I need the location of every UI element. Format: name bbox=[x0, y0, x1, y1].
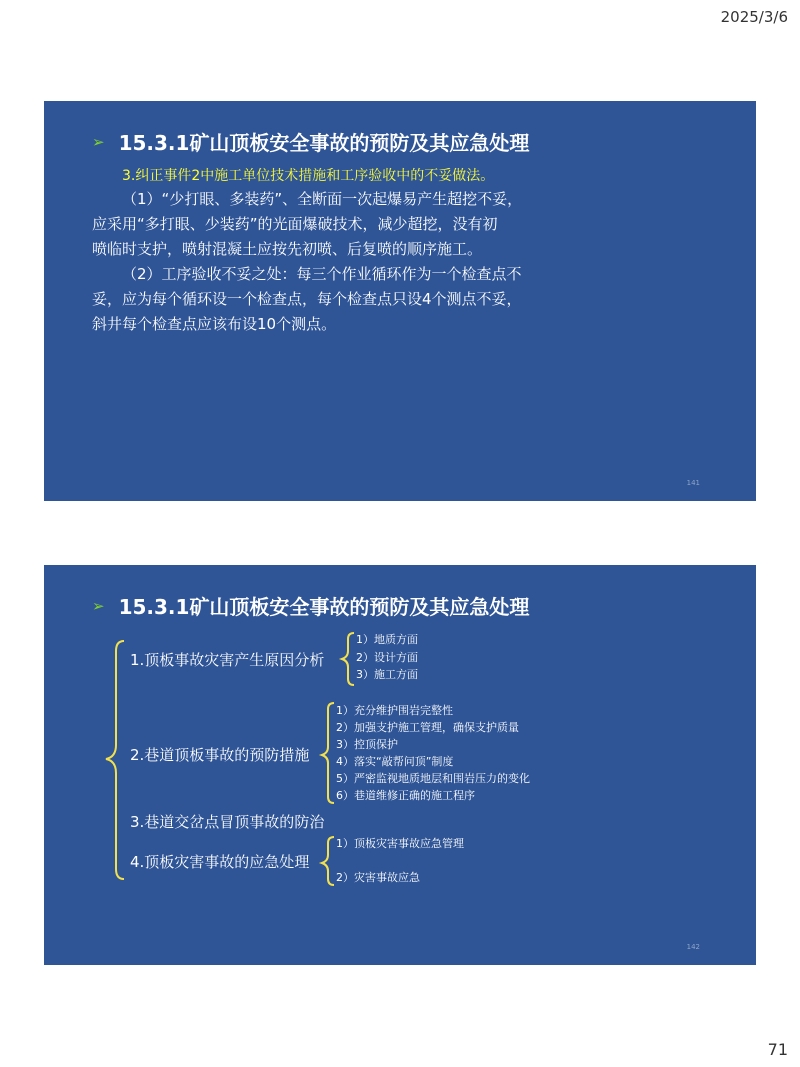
slide-subtitle: 3.纠正事件2中施工单位技术措施和工序验收中的不妥做法。 bbox=[122, 168, 495, 184]
page-number: 71 bbox=[767, 1040, 788, 1059]
group-item: 2）加强支护施工管理，确保支护质量 bbox=[336, 721, 519, 734]
group-item: 2）灾害事故应急 bbox=[336, 871, 420, 884]
slide-number: 141 bbox=[686, 479, 700, 487]
slide-number: 142 bbox=[686, 943, 700, 951]
group-item: 1）充分维护围岩完整性 bbox=[336, 704, 453, 717]
paragraph-line: （2）工序验收不妥之处：每三个作业循环作为一个检查点不 bbox=[122, 265, 522, 283]
brace-group-4 bbox=[322, 837, 334, 885]
group-item: 3）控顶保护 bbox=[336, 738, 398, 751]
slide-title: 15.3.1矿山顶板安全事故的预防及其应急处理 bbox=[118, 131, 530, 155]
slide-141 bbox=[44, 101, 756, 501]
paragraph-line: 喷临时支护，喷射混凝土应按先初喷、后复喷的顺序施工。 bbox=[92, 240, 483, 258]
header-date: 2025/3/6 bbox=[720, 8, 788, 26]
group-heading: 2.巷道顶板事故的预防措施 bbox=[130, 746, 310, 764]
group-item: 5）严密监视地质地层和围岩压力的变化 bbox=[336, 772, 530, 785]
group-item: 3）施工方面 bbox=[356, 668, 418, 681]
group-item: 6）巷道维修正确的施工程序 bbox=[336, 789, 475, 802]
brace-group-2 bbox=[322, 703, 334, 803]
group-item: 1）地质方面 bbox=[356, 633, 418, 646]
slide-title: 15.3.1矿山顶板安全事故的预防及其应急处理 bbox=[118, 595, 530, 619]
group-heading: 3.巷道交岔点冒顶事故的防治 bbox=[130, 813, 325, 831]
paragraph-line: 斜井每个检查点应该布设10个测点。 bbox=[92, 315, 337, 333]
paragraph-1 bbox=[92, 187, 582, 262]
paragraph-line: 应采用“多打眼、少装药”的光面爆破技术，减少超挖，没有初 bbox=[92, 215, 498, 233]
arrow-bullet-icon: ➢ bbox=[92, 596, 105, 615]
paragraph-line: （1）“少打眼、多装药”、全断面一次起爆易产生超挖不妥， bbox=[122, 190, 523, 208]
group-item: 1）顶板灾害事故应急管理 bbox=[336, 837, 464, 850]
group-item: 4）落实“敲帮问顶”制度 bbox=[336, 755, 454, 768]
arrow-bullet-icon: ➢ bbox=[92, 132, 105, 151]
group-heading: 4.顶板灾害事故的应急处理 bbox=[130, 853, 310, 871]
brace-group-1 bbox=[342, 633, 354, 685]
group-heading: 1.顶板事故灾害产生原因分析 bbox=[130, 651, 325, 669]
slide-142 bbox=[44, 565, 756, 965]
slide-title-row bbox=[92, 127, 529, 156]
paragraph-line: 妥，应为每个循环设一个检查点，每个检查点只设4个测点不妥， bbox=[92, 290, 522, 308]
group-item: 2）设计方面 bbox=[356, 651, 418, 664]
paragraph-2 bbox=[92, 262, 582, 337]
outer-brace bbox=[106, 641, 124, 879]
